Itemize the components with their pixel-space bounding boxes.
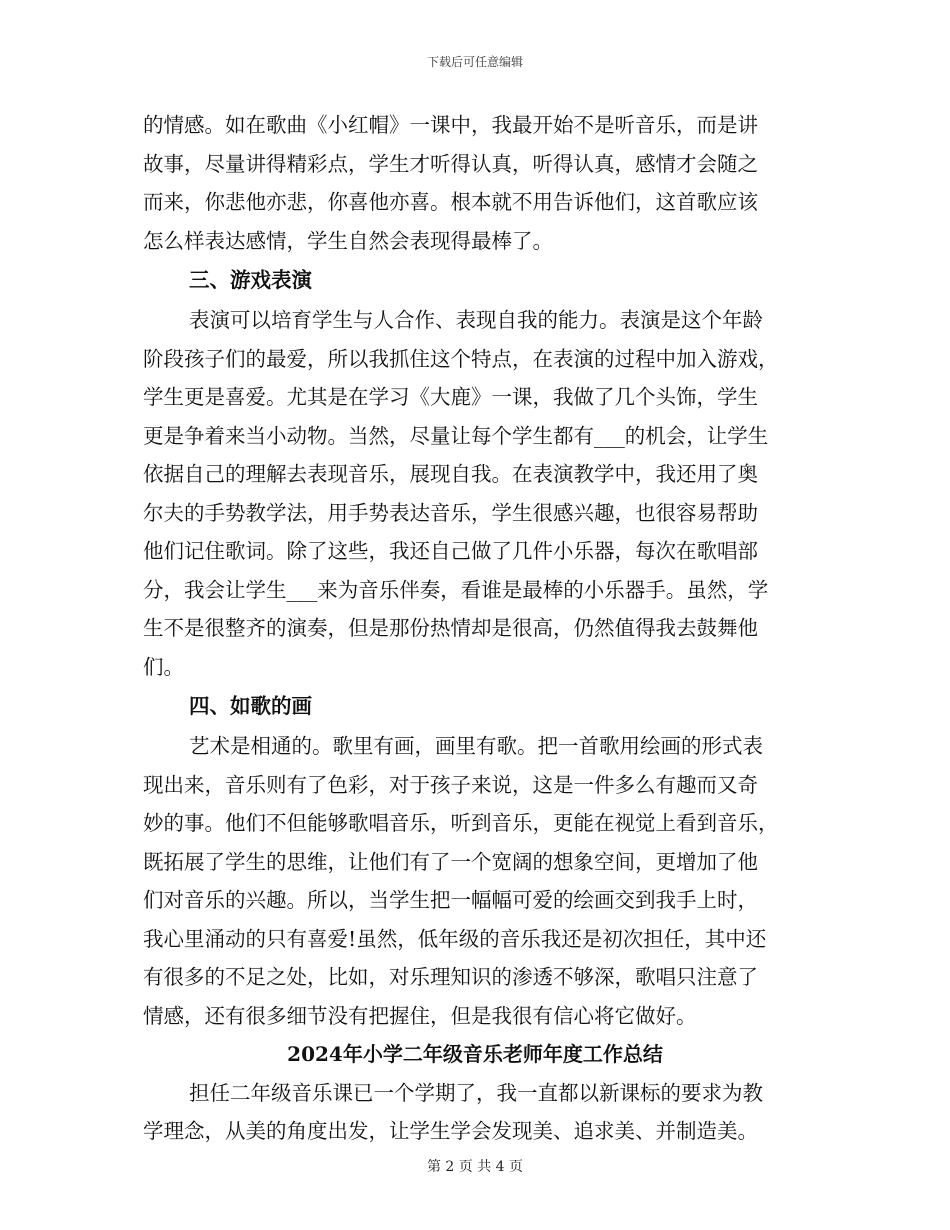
text-line: 依据自己的理解去表现音乐，展现自我。在表演教学中，我还用了奥 — [143, 462, 758, 486]
text-line: 更是争着来当小动物。当然，尽量让每个学生都有___的机会，让学生 — [143, 423, 769, 448]
document-body — [143, 106, 807, 1151]
text-line: 怎么样表达感情，学生自然会表现得最棒了。 — [143, 228, 553, 253]
text-line: 生不是很整齐的演奏，但是那份热情却是很高，仍然值得我去鼓舞他 — [143, 616, 758, 640]
text-line: 我心里涌动的只有喜爱!虽然，低年级的音乐我还是初次担任，其中还 — [143, 926, 767, 951]
text-line: 现出来，音乐则有了色彩，对于孩子来说，这是一件多么有趣而又奇 — [143, 772, 758, 797]
text-line: 尔夫的手势教学法，用手势表达音乐，学生很感兴趣，也很容易帮助 — [143, 500, 758, 525]
text-line: 而来，你悲他亦悲，你喜他亦喜。根本就不用告诉他们，这首歌应该 — [143, 190, 758, 214]
text-line: 故事，尽量讲得精彩点，学生才听得认真，听得认真，感情才会随之 — [143, 151, 758, 176]
text-line: 的情感。如在歌曲《小红帽》一课中，我最开始不是听音乐，而是讲 — [143, 113, 758, 137]
text-line: 担任二年级音乐课已一个学期了，我一直都以新课标的要求为教 — [189, 1080, 763, 1105]
text-line: 学生更是喜爱。尤其是在学习《大鹿》一课，我做了几个头饰，学生 — [143, 385, 758, 409]
text-line: 们。 — [143, 654, 184, 679]
page-footer: 第 2 页 共 4 页 — [426, 1159, 524, 1175]
document-title: 2024年小学二年级音乐老师年度工作总结 — [287, 1042, 663, 1066]
text-line: 表演可以培育学生与人合作、表现自我的能力。表演是这个年龄 — [189, 308, 763, 332]
text-line: 学理念，从美的角度出发，让学生学会发现美、追求美、并制造美。 — [143, 1119, 758, 1143]
page-header: 下载后可任意编辑 — [426, 55, 523, 69]
text-line: 们对音乐的兴趣。所以，当学生把一幅幅可爱的绘画交到我手上时， — [143, 888, 758, 912]
text-line: 情感，还有很多细节没有把握住，但是我很有信心将它做好。 — [143, 1003, 697, 1028]
text-line: 分，我会让学生___来为音乐伴奏，看谁是最棒的小乐器手。虽然，学 — [143, 577, 769, 602]
section-heading: 三、游戏表演 — [189, 268, 312, 292]
text-line: 有很多的不足之处，比如，对乐理知识的渗透不够深，歌唱只注意了 — [143, 965, 758, 989]
text-line: 艺术是相通的。歌里有画，画里有歌。把一首歌用绘画的形式表 — [189, 734, 763, 758]
text-line: 阶段孩子们的最爱，所以我抓住这个特点，在表演的过程中加入游戏， — [143, 346, 779, 371]
section-heading: 四、如歌的画 — [189, 694, 312, 718]
text-line: 他们记住歌词。除了这些，我还自己做了几件小乐器，每次在歌唱部 — [143, 539, 758, 563]
text-line: 既拓展了学生的思维，让他们有了一个宽阔的想象空间，更增加了他 — [143, 849, 758, 874]
text-line: 妙的事。他们不但能够歌唱音乐，听到音乐，更能在视觉上看到音乐， — [143, 811, 779, 835]
